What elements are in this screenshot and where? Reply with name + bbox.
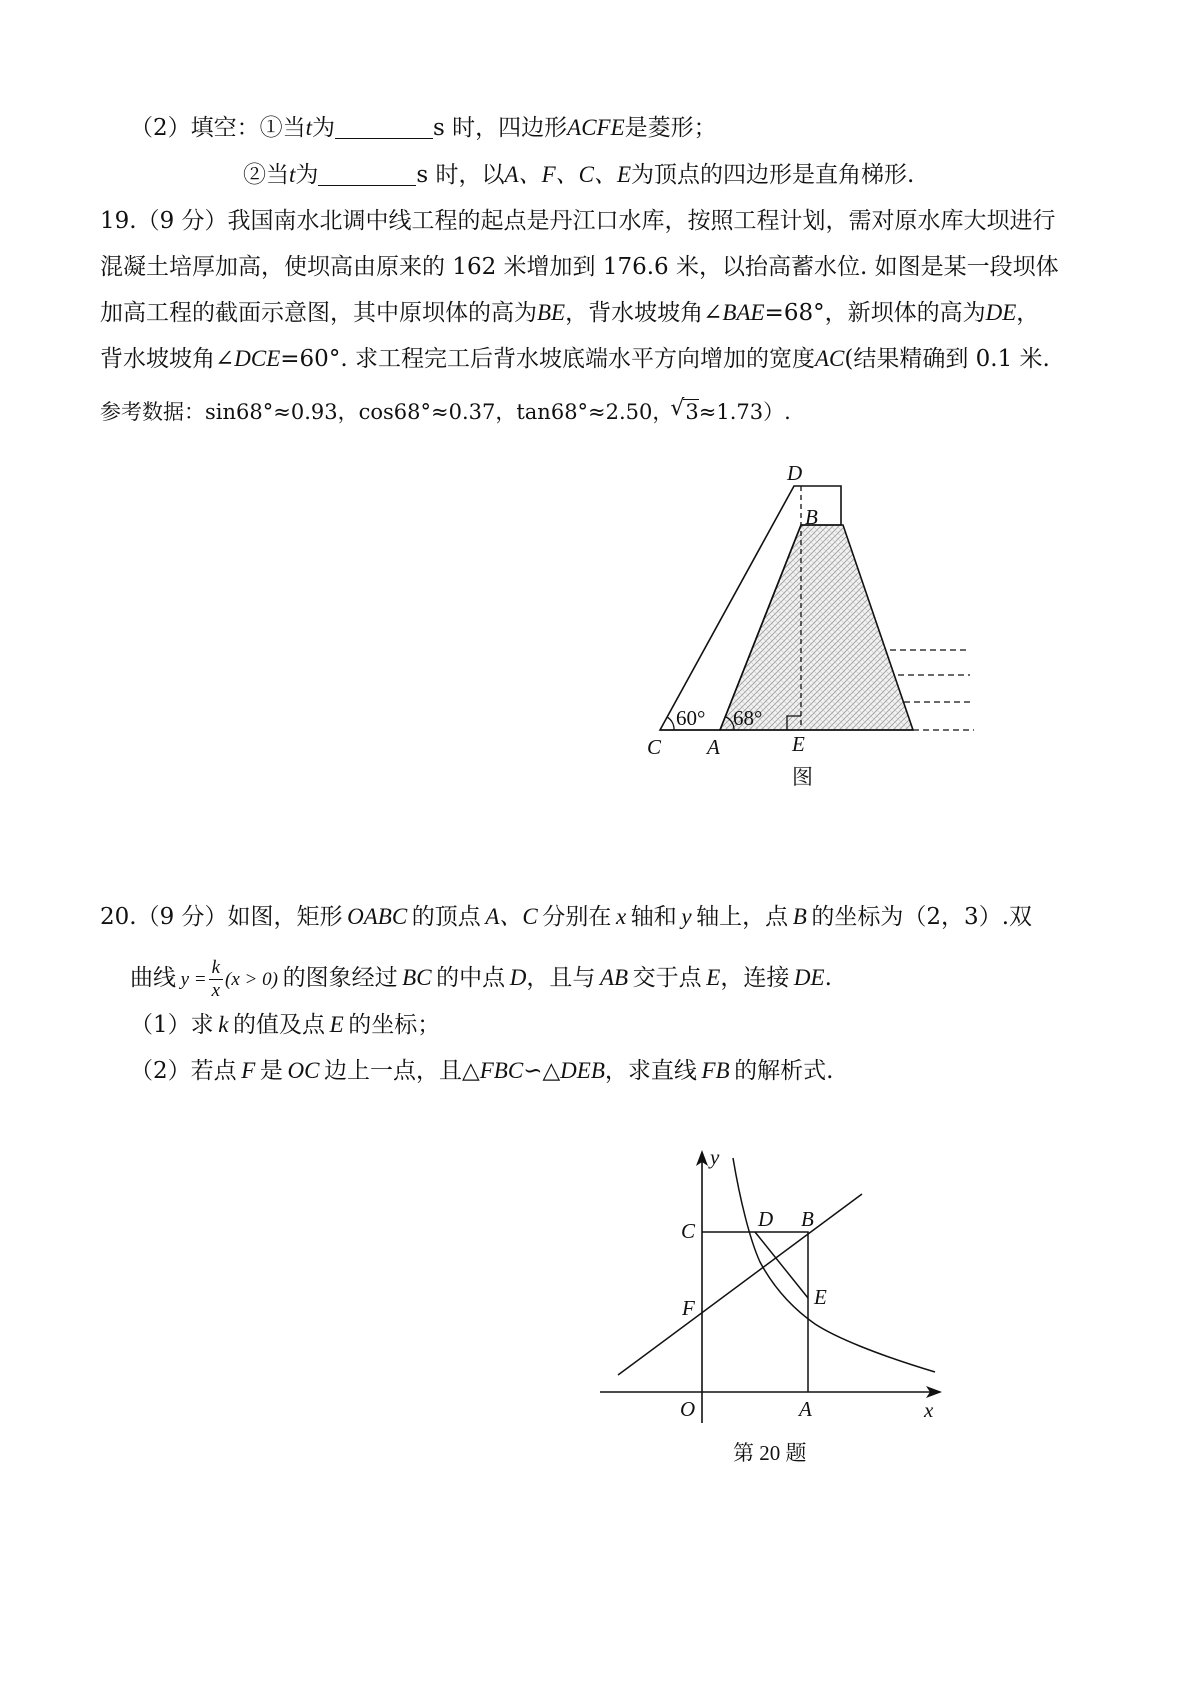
rectangle-OABC (702, 1232, 808, 1392)
q19-line4: 背水坡坡角∠DCE=60°. 求工程完工后背水坡底端水平方向增加的宽度AC(结果精确到 0.1 米. (100, 346, 1050, 372)
label-A: A (799, 1397, 812, 1421)
angle-68-label: 68° (733, 706, 763, 730)
q19-line3: 加高工程的截面示意图，其中原坝体的高为BE，背水坡坡角∠BAE=68°，新坝体的高为DE， (100, 300, 1040, 326)
label-C: C (681, 1219, 696, 1243)
q18-part2-line1: （2）填空：①当t为 s 时，四边形ACFE是菱形； (130, 115, 717, 141)
q20-line2: 曲线 y = $\frac{k}{x}$ (x > 0) 的图象经过 BC 的中点 D，且与 AB 交于点 E，连接 DE. (130, 956, 832, 1001)
label-D: D (787, 461, 803, 485)
segment-DE (755, 1232, 808, 1298)
coordinate-graph-figure (590, 1140, 970, 1485)
dam-cross-section-figure (640, 455, 990, 800)
figure-20-caption: 第 20 题 (733, 1441, 807, 1465)
label-x: x (924, 1398, 934, 1422)
q19-line2: 混凝土培厚加高，使坝高由原来的 162 米增加到 176.6 米，以抬高蓄水位. 如图是某一段坝体 (100, 254, 1059, 280)
label-C: C (647, 735, 662, 759)
answer-blank-1[interactable] (335, 116, 433, 139)
label-F: F (682, 1296, 695, 1320)
original-dam-body (720, 525, 913, 730)
hyperbola-curve (733, 1158, 935, 1372)
q18-part2-line2: ②当t为 s 时，以A、F、C、E为顶点的四边形是直角梯形. (243, 162, 915, 188)
fraction-k-over-x: $\frac{k}{x}$ (209, 957, 223, 1002)
q19-reference-data: 参考数据：sin68°≈0.93，cos68°≈0.37，tan68°≈2.50，√ 3≈1.73）. (100, 397, 791, 427)
label-O: O (680, 1397, 696, 1421)
label-B: B (805, 505, 818, 529)
q20-part1: （1）求 k 的值及点 E 的坐标； (130, 1012, 441, 1038)
q20-part2: （2）若点 F 是 OC 边上一点，且△FBC∽△DEB，求直线 FB 的解析式. (130, 1058, 834, 1084)
sqrt-symbol: √ 3 (683, 399, 698, 424)
q19-line1: 19.（9 分）我国南水北调中线工程的起点是丹江口水库，按照工程计划，需对原水库大坝进行 (100, 208, 1056, 234)
label-D: D (758, 1207, 774, 1231)
figure-19-caption: 图 (792, 765, 813, 789)
q20-line1: 20.（9 分）如图，矩形 OABC 的顶点 A、C 分别在 x 轴和 y 轴上，点 B 的坐标为（2，3）.双 (100, 904, 1032, 930)
angle-60-arc (667, 717, 674, 730)
answer-blank-2[interactable] (318, 163, 416, 186)
label-E: E (814, 1285, 827, 1309)
label-E: E (792, 732, 805, 756)
label-A: A (707, 735, 720, 759)
angle-60-label: 60° (676, 706, 706, 730)
label-y: y (710, 1145, 720, 1169)
label-B: B (801, 1207, 814, 1231)
